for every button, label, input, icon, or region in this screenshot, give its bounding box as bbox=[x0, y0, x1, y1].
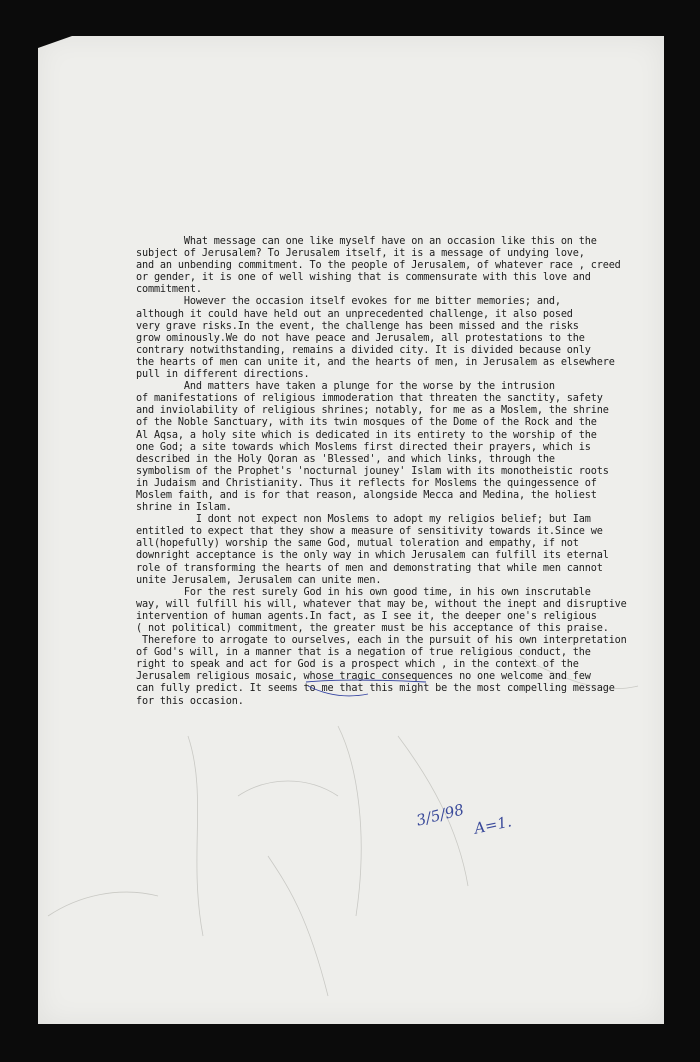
text-line: grow ominously.We do not have peace and Jerusalem, all protestations to the bbox=[136, 332, 585, 344]
text-line: unite Jerusalem, Jerusalem can unite men. bbox=[136, 574, 382, 586]
text-line: downright acceptance is the only way in which Jerusalem can fulfill its eternal bbox=[136, 550, 609, 562]
text-line: and an unbending commitment. To the people of Jerusalem, of whatever race , creed bbox=[136, 260, 621, 272]
handwritten-date: 3/5/98 bbox=[414, 800, 466, 830]
text-line: ( not political) commitment, the greater must be his acceptance of this praise. bbox=[136, 623, 609, 634]
text-line: the hearts of men can unite it, and the hearts of men, in Jerusalem as elsewhere bbox=[136, 356, 615, 368]
text-line: However the occasion itself evokes for me bitter memories; and, bbox=[136, 296, 561, 308]
text-line: or gender, it is one of well wishing that is commensurate with this love and bbox=[136, 272, 591, 284]
text-line: Moslem faith, and is for that reason, alongside Mecca and Medina, the holiest bbox=[136, 489, 597, 501]
text-line: Therefore to arrogate to ourselves, each in the pursuit of his own interpretation bbox=[136, 635, 627, 647]
handwritten-initials: A=1. bbox=[472, 812, 514, 838]
text-line: one God; a site towards which Moslems first directed their prayers, which is bbox=[136, 441, 591, 453]
text-line: described in the Holy Qoran as 'Blessed', and which links, through the bbox=[136, 453, 555, 465]
text-line: subject of Jerusalem? To Jerusalem itself, it is a message of undying love, bbox=[136, 248, 585, 260]
text-line: shrine in Islam. bbox=[136, 502, 232, 514]
text-line: although it could have held out an unprecedented challenge, it also posed bbox=[136, 308, 573, 320]
text-line: very grave risks.In the event, the challenge has been missed and the risks bbox=[136, 320, 579, 332]
text-line: And matters have taken a plunge for the worse by the intrusion bbox=[136, 381, 555, 393]
text-line: contrary notwithstanding, remains a divided city. It is divided because only bbox=[136, 344, 591, 356]
text-line: and inviolability of religious shrines; notably, for me as a Moslem, the shrine bbox=[136, 405, 609, 417]
text-line: can fully predict. It seems to me that this might be the most compelling message bbox=[136, 683, 615, 695]
text-line: What message can one like myself have on an occasion like this on the bbox=[136, 236, 597, 247]
text-line: all(hopefully) worship the same God, mutual toleration and empathy, if not bbox=[136, 538, 579, 550]
text-line: way, will fulfill his will, whatever that may be, without the inept and disruptive bbox=[136, 598, 627, 610]
text-line: of God's will, in a manner that is a negation of true religious conduct, the bbox=[136, 647, 591, 659]
text-line: of manifestations of religious immoderation that threaten the sanctity, safety bbox=[136, 393, 603, 405]
torn-corner bbox=[38, 36, 72, 48]
typed-letter-body bbox=[136, 236, 654, 708]
text-line: For the rest surely God in his own good time, in his own inscrutable bbox=[136, 586, 591, 598]
text-line: intervention of human agents.In fact, as I see it, the deeper one's religious bbox=[136, 610, 597, 622]
text-line: role of transforming the hearts of men and demonstrating that while men cannot bbox=[136, 562, 603, 574]
text-line: pull in different directions. bbox=[136, 369, 310, 381]
text-line: symbolism of the Prophet's 'nocturnal jouney' Islam with its monotheistic roots bbox=[136, 465, 609, 477]
text-line: in Judaism and Christianity. Thus it reflects for Moslems the quingessence of bbox=[136, 477, 597, 489]
text-line: of the Noble Sanctuary, with its twin mosques of the Dome of the Rock and the bbox=[136, 417, 597, 429]
text-line: commitment. bbox=[136, 284, 202, 296]
text-line: right to speak and act for God is a prospect which , in the context of the bbox=[136, 659, 579, 671]
text-line: I dont not expect non Moslems to adopt my religios belief; but Iam bbox=[136, 514, 591, 526]
text-line: for this occasion. bbox=[136, 695, 244, 707]
text-line: Al Aqsa, a holy site which is dedicated in its entirety to the worship of the bbox=[136, 429, 597, 441]
text-line: Jerusalem religious mosaic, whose tragic consequences no one welcome and few bbox=[136, 671, 591, 683]
text-line: entitled to expect that they show a measure of sensitivity towards it.Since we bbox=[136, 526, 603, 538]
